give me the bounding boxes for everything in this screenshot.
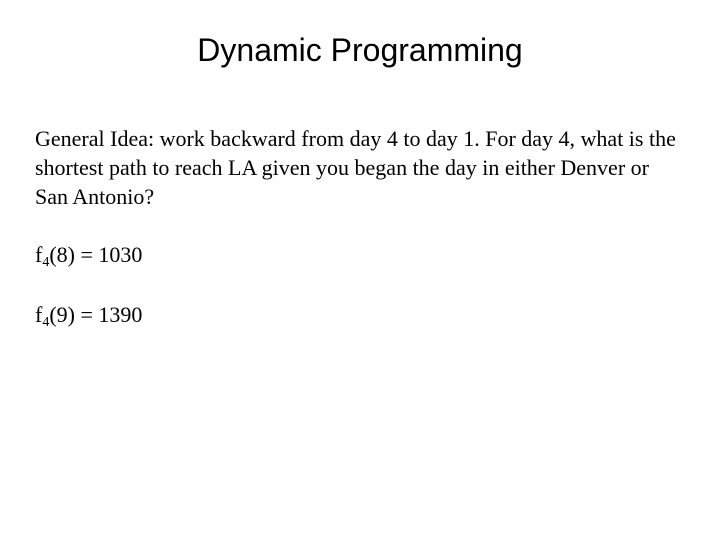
equation-function: f	[35, 242, 43, 267]
equation-subscript: 4	[42, 315, 50, 330]
equation-rest: (8) = 1030	[49, 242, 143, 267]
slide-body-text: General Idea: work backward from day 4 to day 1. For day 4, what is the shortest path to reach LA given you began the day in either Denver or San Antonio?	[35, 126, 676, 209]
equation-rest: (9) = 1390	[49, 302, 143, 327]
equation-function: f	[35, 302, 43, 327]
equation-f4-8	[35, 240, 142, 269]
equation-f4-9	[35, 300, 142, 329]
slide-title: Dynamic Programming	[197, 32, 523, 68]
equation-subscript: 4	[42, 255, 50, 270]
